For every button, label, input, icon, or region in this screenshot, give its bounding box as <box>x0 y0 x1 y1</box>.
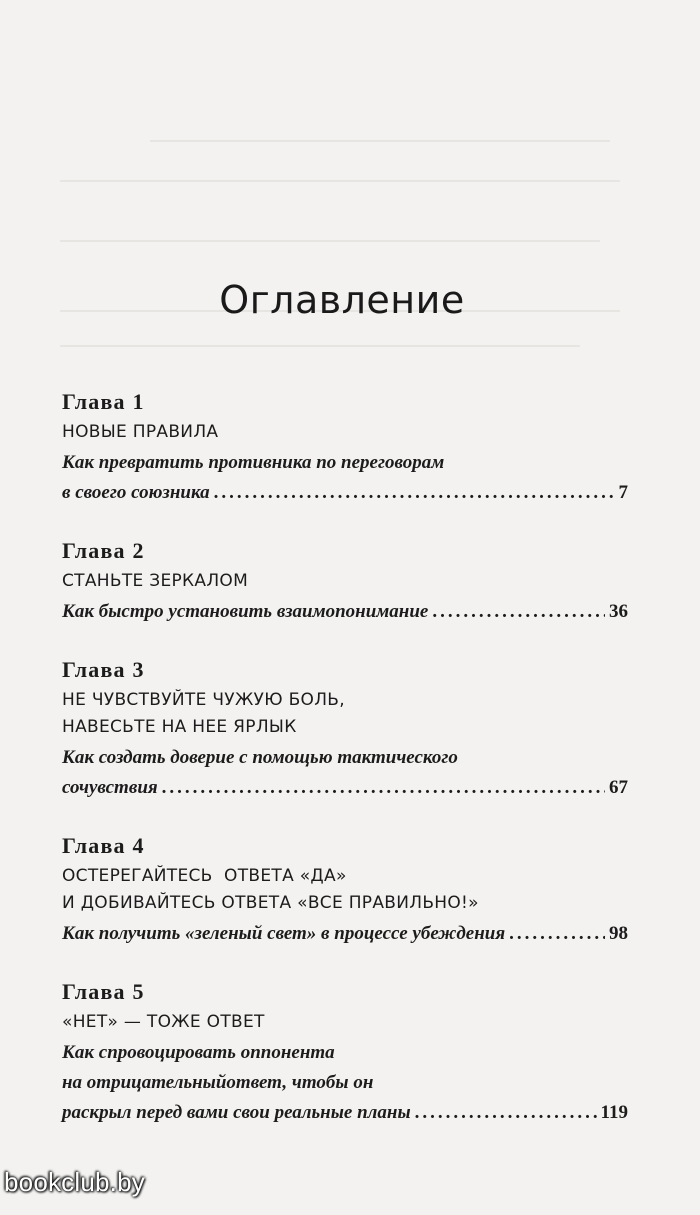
chapter-label: Глава 4 <box>62 833 145 858</box>
chapter-description <box>62 1038 628 1128</box>
chapter-description <box>62 919 628 949</box>
chapter-5 <box>62 975 628 1128</box>
chapter-title: НЕ ЧУВСТВУЙТЕ ЧУЖУЮ БОЛЬ, <box>62 690 345 710</box>
description-line: Как быстро установить взаимопонимание <box>62 601 429 622</box>
toc-entry[interactable] <box>62 597 628 627</box>
page-number: 36 <box>609 601 628 622</box>
chapter-title: И ДОБИВАЙТЕСЬ ОТВЕТА «ВСЕ ПРАВИЛЬНО!» <box>62 893 479 913</box>
chapter-title: ОСТЕРЕГАЙТЕСЬ ОТВЕТА «ДА» <box>62 866 347 886</box>
chapter-3 <box>62 653 628 803</box>
toc-entry[interactable] <box>62 1098 628 1128</box>
description-line: Как превратить противника по переговорам <box>62 452 445 473</box>
chapter-1 <box>62 385 628 508</box>
dot-leader <box>415 1098 597 1128</box>
description-line: Как спровоцировать оппонента <box>62 1042 335 1063</box>
chapter-title: СТАНЬТЕ ЗЕРКАЛОМ <box>62 571 249 591</box>
page-title: Оглавление <box>219 278 465 322</box>
toc-entry[interactable] <box>62 773 628 803</box>
table-of-contents <box>62 385 628 1154</box>
dot-leader <box>509 919 605 949</box>
show-through-line <box>150 140 610 142</box>
dot-leader <box>432 597 605 627</box>
chapter-label: Глава 1 <box>62 389 145 414</box>
chapter-description <box>62 743 628 803</box>
chapter-title: НОВЫЕ ПРАВИЛА <box>62 422 219 442</box>
toc-entry[interactable] <box>62 919 628 949</box>
description-line: Как создать доверие с помощью тактического <box>62 747 458 768</box>
dot-leader <box>162 773 605 803</box>
chapter-label: Глава 2 <box>62 538 145 563</box>
description-line: сочувствия <box>62 777 158 798</box>
toc-entry[interactable] <box>62 478 628 508</box>
chapter-description <box>62 597 628 627</box>
description-line: на отрицательныйответ, чтобы он <box>62 1072 374 1093</box>
show-through-line <box>60 345 580 347</box>
page-number: 7 <box>618 482 628 503</box>
chapter-title: «НЕТ» — ТОЖЕ ОТВЕТ <box>62 1012 265 1032</box>
description-line: Как получить «зеленый свет» в процессе убеждения <box>62 923 506 944</box>
chapter-4 <box>62 829 628 949</box>
show-through-line <box>60 180 620 182</box>
chapter-description <box>62 448 628 508</box>
chapter-label: Глава 5 <box>62 979 145 1004</box>
chapter-title: НАВЕСЬТЕ НА НЕЕ ЯРЛЫК <box>62 717 297 737</box>
chapter-label: Глава 3 <box>62 657 145 682</box>
page-number: 119 <box>600 1102 628 1123</box>
show-through-line <box>60 240 600 242</box>
page-number: 67 <box>609 777 628 798</box>
dot-leader <box>214 478 615 508</box>
chapter-2 <box>62 534 628 627</box>
description-line: раскрыл перед вами свои реальные планы <box>62 1102 411 1123</box>
page-number: 98 <box>609 923 628 944</box>
description-line: в своего союзника <box>62 482 210 503</box>
site-watermark: bookclub.by <box>4 1167 145 1197</box>
